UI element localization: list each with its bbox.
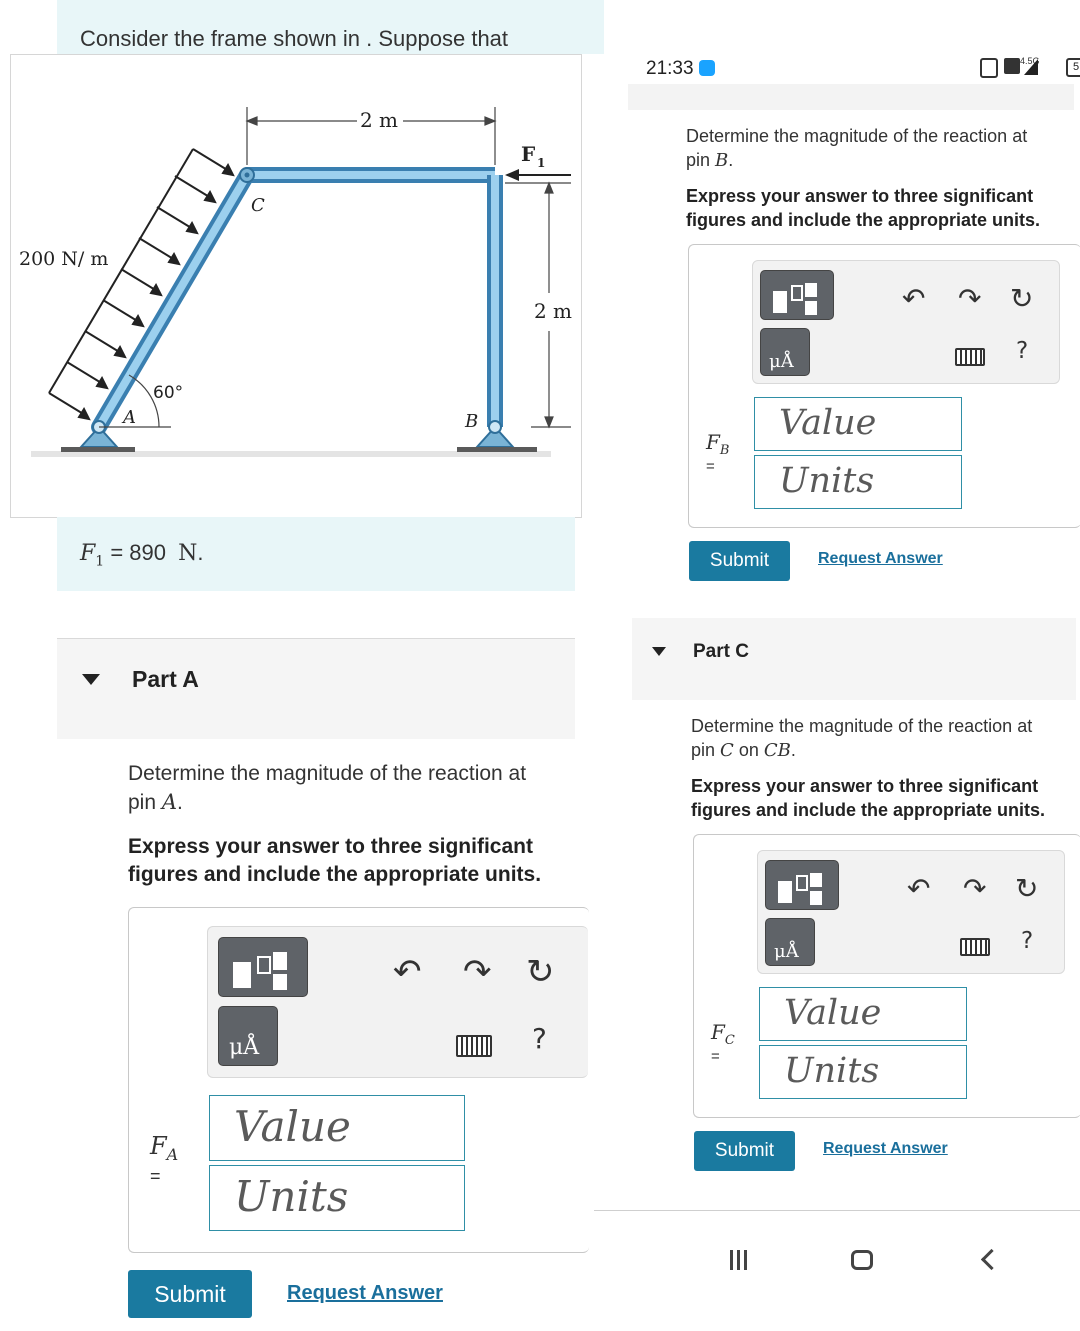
part-b-value-input[interactable]: Value — [754, 397, 962, 451]
part-a-request-answer-link[interactable]: Request Answer — [287, 1282, 443, 1304]
part-a-var: $F_A$ — [150, 1132, 179, 1164]
volte-icon — [1004, 58, 1020, 74]
help-icon[interactable]: ? — [1021, 928, 1034, 954]
label-a: A — [123, 407, 136, 428]
units-icon: μÅ — [229, 1035, 260, 1060]
templates-button[interactable] — [760, 270, 834, 320]
given-sub: 1 — [95, 553, 105, 570]
part-b-equals: = — [706, 458, 715, 475]
undo-icon[interactable]: ↶ — [902, 282, 926, 315]
part-b-units-input[interactable]: Units — [754, 455, 962, 509]
status-divider — [628, 84, 1074, 110]
undo-icon[interactable]: ↶ — [907, 872, 931, 905]
part-c-request-answer-link[interactable]: Request Answer — [823, 1140, 948, 1157]
given-eq: = 890 — [110, 540, 166, 565]
help-icon[interactable]: ? — [1016, 338, 1029, 364]
keyboard-icon[interactable] — [456, 1035, 492, 1057]
nav-home-icon[interactable] — [851, 1250, 873, 1270]
units-button[interactable] — [760, 328, 810, 376]
units-button[interactable] — [765, 918, 815, 966]
caret-down-icon[interactable] — [652, 647, 666, 656]
nav-recent-icon[interactable] — [730, 1250, 748, 1270]
redo-icon[interactable]: ↷ — [958, 282, 982, 315]
part-a-instruction: Express your answer to three significant figures and include the appropriate units. — [128, 835, 542, 886]
dim-top-label: 2 m — [359, 108, 399, 132]
keyboard-icon[interactable] — [960, 938, 990, 956]
keyboard-icon[interactable] — [955, 348, 985, 366]
part-c-equals: = — [711, 1048, 720, 1065]
redo-icon[interactable]: ↷ — [963, 872, 987, 905]
dim-right-label: 2 m — [533, 299, 573, 323]
part-b-instruction: Express your answer to three significant figures and include the appropriate units. — [686, 186, 1041, 230]
part-b-request-answer-link[interactable]: Request Answer — [818, 550, 943, 567]
notification-icon — [699, 60, 715, 76]
units-icon: μÅ — [769, 351, 794, 372]
part-c-question: Determine the magnitude of the reaction at pin C on CB. — [691, 716, 1033, 761]
signal-icon — [1024, 59, 1038, 75]
templates-button[interactable] — [218, 937, 308, 997]
label-c: C — [251, 195, 265, 216]
frame-diagram — [11, 55, 581, 517]
status-icons — [980, 56, 1080, 78]
part-a-equals: = — [150, 1166, 161, 1186]
caret-down-icon[interactable] — [82, 674, 100, 685]
part-b-question: Determine the magnitude of the reaction at pin B. — [686, 126, 1028, 171]
given-unit: N — [178, 541, 198, 566]
load-label: 200 N/ m — [19, 248, 109, 270]
units-button[interactable] — [218, 1006, 278, 1066]
nav-divider — [594, 1210, 1080, 1211]
templates-button[interactable] — [765, 860, 839, 910]
status-time: 21:33 — [646, 58, 715, 80]
units-icon: μÅ — [774, 941, 799, 962]
part-a-submit-button[interactable]: Submit — [128, 1270, 252, 1318]
reset-icon[interactable]: ↻ — [1015, 872, 1039, 905]
distributed-load — [49, 149, 233, 419]
part-c-var: $F_C$ — [711, 1020, 735, 1048]
nfc-icon — [980, 58, 998, 78]
given-end: . — [197, 540, 204, 565]
force-f1-arrow — [505, 169, 571, 181]
help-icon[interactable]: ? — [532, 1022, 547, 1055]
frame-figure — [10, 54, 582, 518]
part-a-units-input[interactable]: Units — [209, 1165, 465, 1231]
part-a-title: Part A — [132, 666, 199, 692]
undo-icon[interactable]: ↶ — [393, 952, 422, 992]
battery-icon: 5 — [1066, 58, 1080, 77]
force-label-sub: 1 — [537, 156, 546, 170]
nav-back-icon[interactable] — [981, 1249, 1002, 1270]
redo-icon[interactable]: ↷ — [463, 952, 492, 992]
problem-intro: Consider the frame shown in . Suppose that — [80, 26, 509, 51]
given-value — [80, 540, 203, 569]
part-b-submit-button[interactable]: Submit — [689, 541, 790, 581]
part-a-question: Determine the magnitude of the reaction at pin A. — [128, 762, 527, 814]
part-c-title: Part C — [693, 641, 749, 662]
reset-icon[interactable]: ↻ — [526, 952, 555, 992]
reset-icon[interactable]: ↻ — [1010, 282, 1034, 315]
part-c-instruction: Express your answer to three significant figures and include the appropriate units. — [691, 776, 1046, 820]
part-c-value-input[interactable]: Value — [759, 987, 967, 1041]
part-c-units-input[interactable]: Units — [759, 1045, 967, 1099]
part-a-value-input[interactable]: Value — [209, 1095, 465, 1161]
part-c-submit-button[interactable]: Submit — [694, 1131, 795, 1171]
force-label: F — [521, 142, 536, 166]
angle-label: 60° — [153, 383, 184, 403]
part-b-var: $F_B$ — [706, 430, 730, 458]
network-label: 4.5G — [1020, 56, 1040, 66]
label-b: B — [465, 411, 479, 432]
given-var: F — [80, 541, 96, 566]
